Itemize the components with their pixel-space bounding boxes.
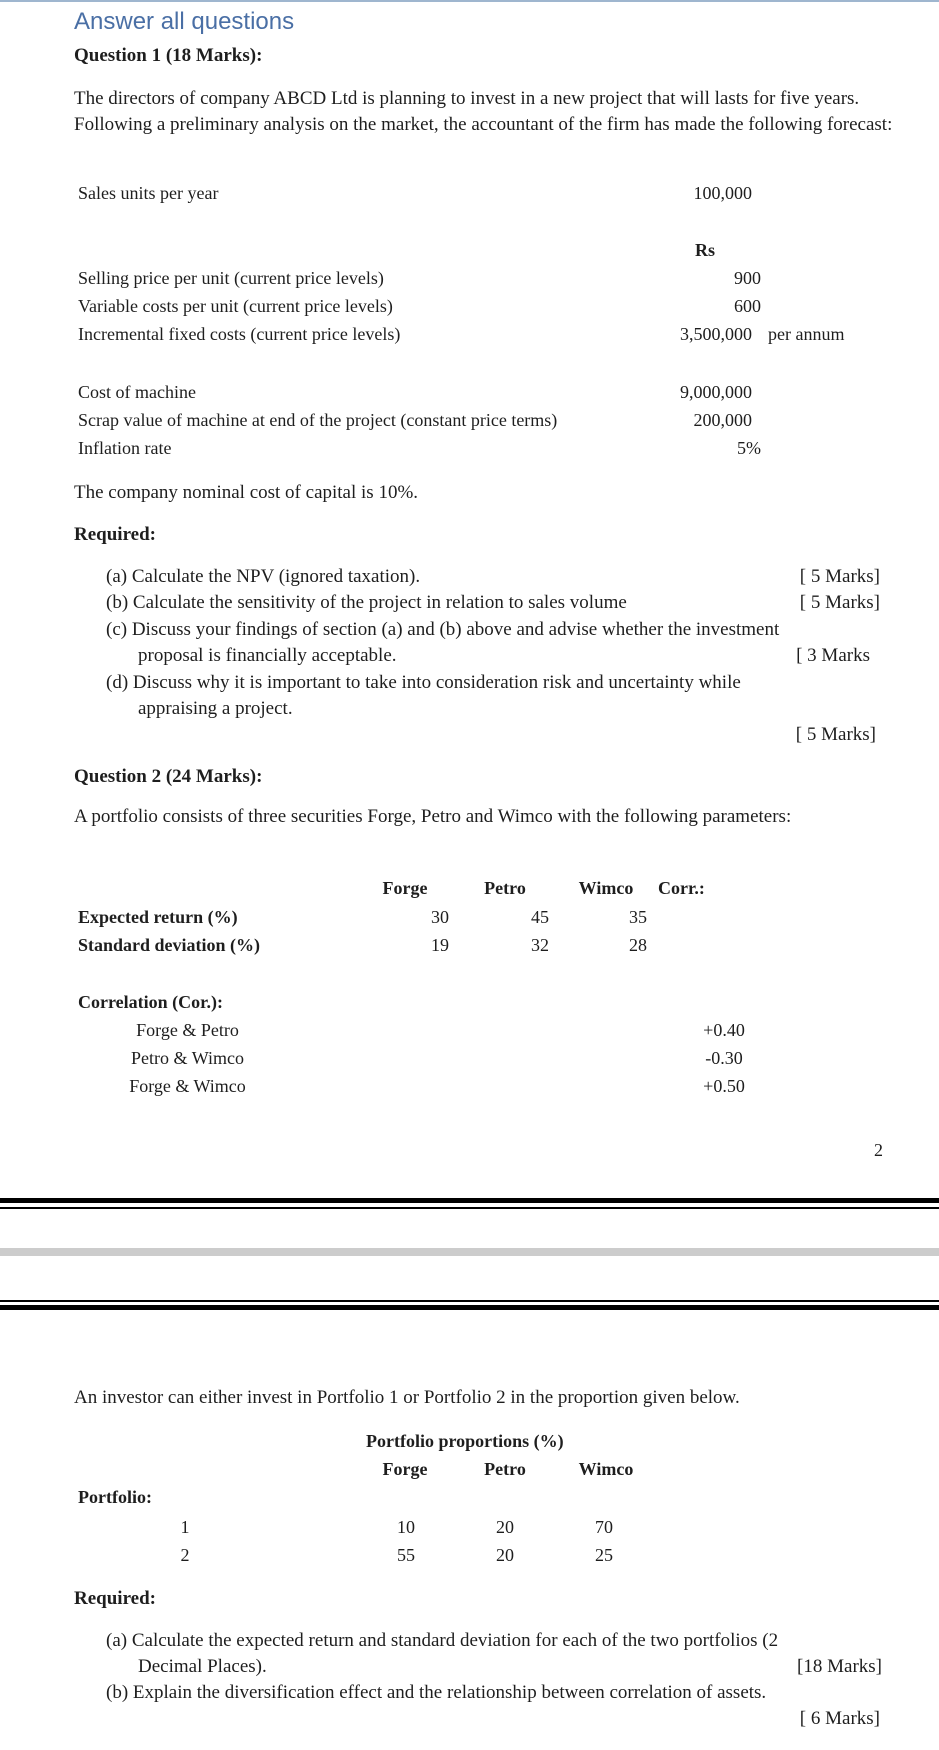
- portfolio-1-forge: 10: [397, 1517, 415, 1537]
- q2-item-a-cont: Decimal Places).: [138, 1656, 267, 1677]
- inflation-label: Inflation rate: [78, 438, 172, 458]
- page-break-bottom: [0, 1305, 939, 1310]
- prop-col-wimco: Wimco: [578, 1459, 634, 1479]
- corr-forge-wimco-value: +0.50: [703, 1076, 745, 1096]
- wimco-std: 28: [629, 935, 647, 955]
- q1-item-b-marks: [ 5 Marks]: [799, 592, 880, 613]
- fixed-cost-suffix: per annum: [768, 324, 845, 344]
- q1-title: Question 1 (18 Marks):: [74, 45, 263, 66]
- page-gap: [0, 1248, 939, 1256]
- corr-forge-wimco-label: Forge & Wimco: [129, 1076, 246, 1096]
- portfolio-2-id: 2: [180, 1545, 190, 1565]
- portfolio-1-id: 1: [180, 1517, 190, 1537]
- col-corr: Corr.:: [658, 878, 705, 898]
- q2-item-b-marks: [ 6 Marks]: [799, 1708, 880, 1729]
- corr-forge-petro-value: +0.40: [703, 1020, 745, 1040]
- q1-item-a-marks: [ 5 Marks]: [799, 566, 880, 587]
- std-dev-label: Standard deviation (%): [78, 935, 261, 955]
- machine-cost-value: 9,000,000: [680, 382, 752, 402]
- page-number: 2: [874, 1140, 883, 1160]
- forge-return: 30: [431, 907, 449, 927]
- portfolio-2-forge: 55: [397, 1545, 415, 1565]
- sales-label: Sales units per year: [78, 183, 219, 203]
- expected-return-label: Expected return (%): [78, 907, 238, 927]
- q2-item-a: (a) Calculate the expected return and standard deviation for each of the two portfolios (2: [106, 1630, 779, 1651]
- variable-cost-value: 600: [734, 296, 761, 316]
- q1-required: Required:: [74, 524, 156, 545]
- q1-item-d-marks: [ 5 Marks]: [795, 724, 876, 745]
- q1-item-a: (a) Calculate the NPV (ignored taxation).: [106, 566, 421, 587]
- variable-cost-label: Variable costs per unit (current price levels): [78, 296, 393, 316]
- q2-required: Required:: [74, 1588, 156, 1609]
- portfolio-2-wimco: 25: [595, 1545, 613, 1565]
- prop-col-petro: Petro: [484, 1459, 526, 1479]
- fixed-cost-label: Incremental fixed costs (current price levels): [78, 324, 401, 344]
- portfolio-1-wimco: 70: [595, 1517, 613, 1537]
- portfolio-1-petro: 20: [496, 1517, 514, 1537]
- page-heading: Answer all questions: [74, 8, 295, 35]
- col-wimco: Wimco: [578, 878, 634, 898]
- page-break-bottom-thin: [0, 1300, 939, 1302]
- portfolio-2-petro: 20: [496, 1545, 514, 1565]
- corr-petro-wimco-value: -0.30: [705, 1048, 743, 1068]
- top-border: [0, 0, 939, 2]
- q2-item-a-marks: [18 Marks]: [797, 1656, 882, 1677]
- correlation-title: Correlation (Cor.):: [78, 992, 223, 1012]
- petro-std: 32: [531, 935, 549, 955]
- corr-petro-wimco-label: Petro & Wimco: [131, 1048, 244, 1068]
- cost-of-capital: The company nominal cost of capital is 10%.: [74, 482, 419, 503]
- q1-intro: The directors of company ABCD Ltd is planning to invest in a new project that will lasts for five years. Following a preliminary analysis on the market, the accountant of the firm has made the following forecast:: [74, 88, 893, 135]
- machine-cost-label: Cost of machine: [78, 382, 196, 402]
- page-break-top: [0, 1198, 939, 1203]
- forge-std: 19: [431, 935, 449, 955]
- corr-forge-petro-label: Forge & Petro: [136, 1020, 239, 1040]
- scrap-value-label: Scrap value of machine at end of the project (constant price terms): [78, 410, 558, 430]
- proportions-title: Portfolio proportions (%): [366, 1431, 564, 1451]
- q1-item-d: (d) Discuss why it is important to take into consideration risk and uncertainty while: [106, 672, 741, 693]
- scrap-value-value: 200,000: [693, 410, 752, 430]
- q2-item-b: (b) Explain the diversification effect and the relationship between correlation of assets.: [106, 1682, 767, 1703]
- currency-header: Rs: [694, 240, 715, 260]
- selling-price-value: 900: [734, 268, 761, 288]
- page-break-top-thin: [0, 1207, 939, 1209]
- q2-intro: A portfolio consists of three securities Forge, Petro and Wimco with the following parameters:: [74, 806, 792, 827]
- wimco-return: 35: [629, 907, 647, 927]
- q1-item-c-marks: [ 3 Marks: [796, 645, 870, 666]
- col-forge: Forge: [382, 878, 428, 898]
- q1-item-c-cont: proposal is financially acceptable.: [138, 645, 397, 666]
- portfolio-label: Portfolio:: [78, 1487, 152, 1507]
- q1-item-c: (c) Discuss your findings of section (a) and (b) above and advise whether the investment: [106, 619, 780, 640]
- prop-col-forge: Forge: [382, 1459, 428, 1479]
- selling-price-label: Selling price per unit (current price levels): [78, 268, 384, 288]
- petro-return: 45: [531, 907, 549, 927]
- investor-text: An investor can either invest in Portfolio 1 or Portfolio 2 in the proportion given below.: [74, 1387, 740, 1408]
- q1-item-d-cont: appraising a project.: [138, 698, 293, 719]
- col-petro: Petro: [484, 878, 526, 898]
- fixed-cost-value: 3,500,000: [680, 324, 752, 344]
- q2-title: Question 2 (24 Marks):: [74, 766, 263, 787]
- q1-item-b: (b) Calculate the sensitivity of the project in relation to sales volume: [106, 592, 627, 613]
- inflation-value: 5%: [737, 438, 761, 458]
- sales-value: 100,000: [693, 183, 752, 203]
